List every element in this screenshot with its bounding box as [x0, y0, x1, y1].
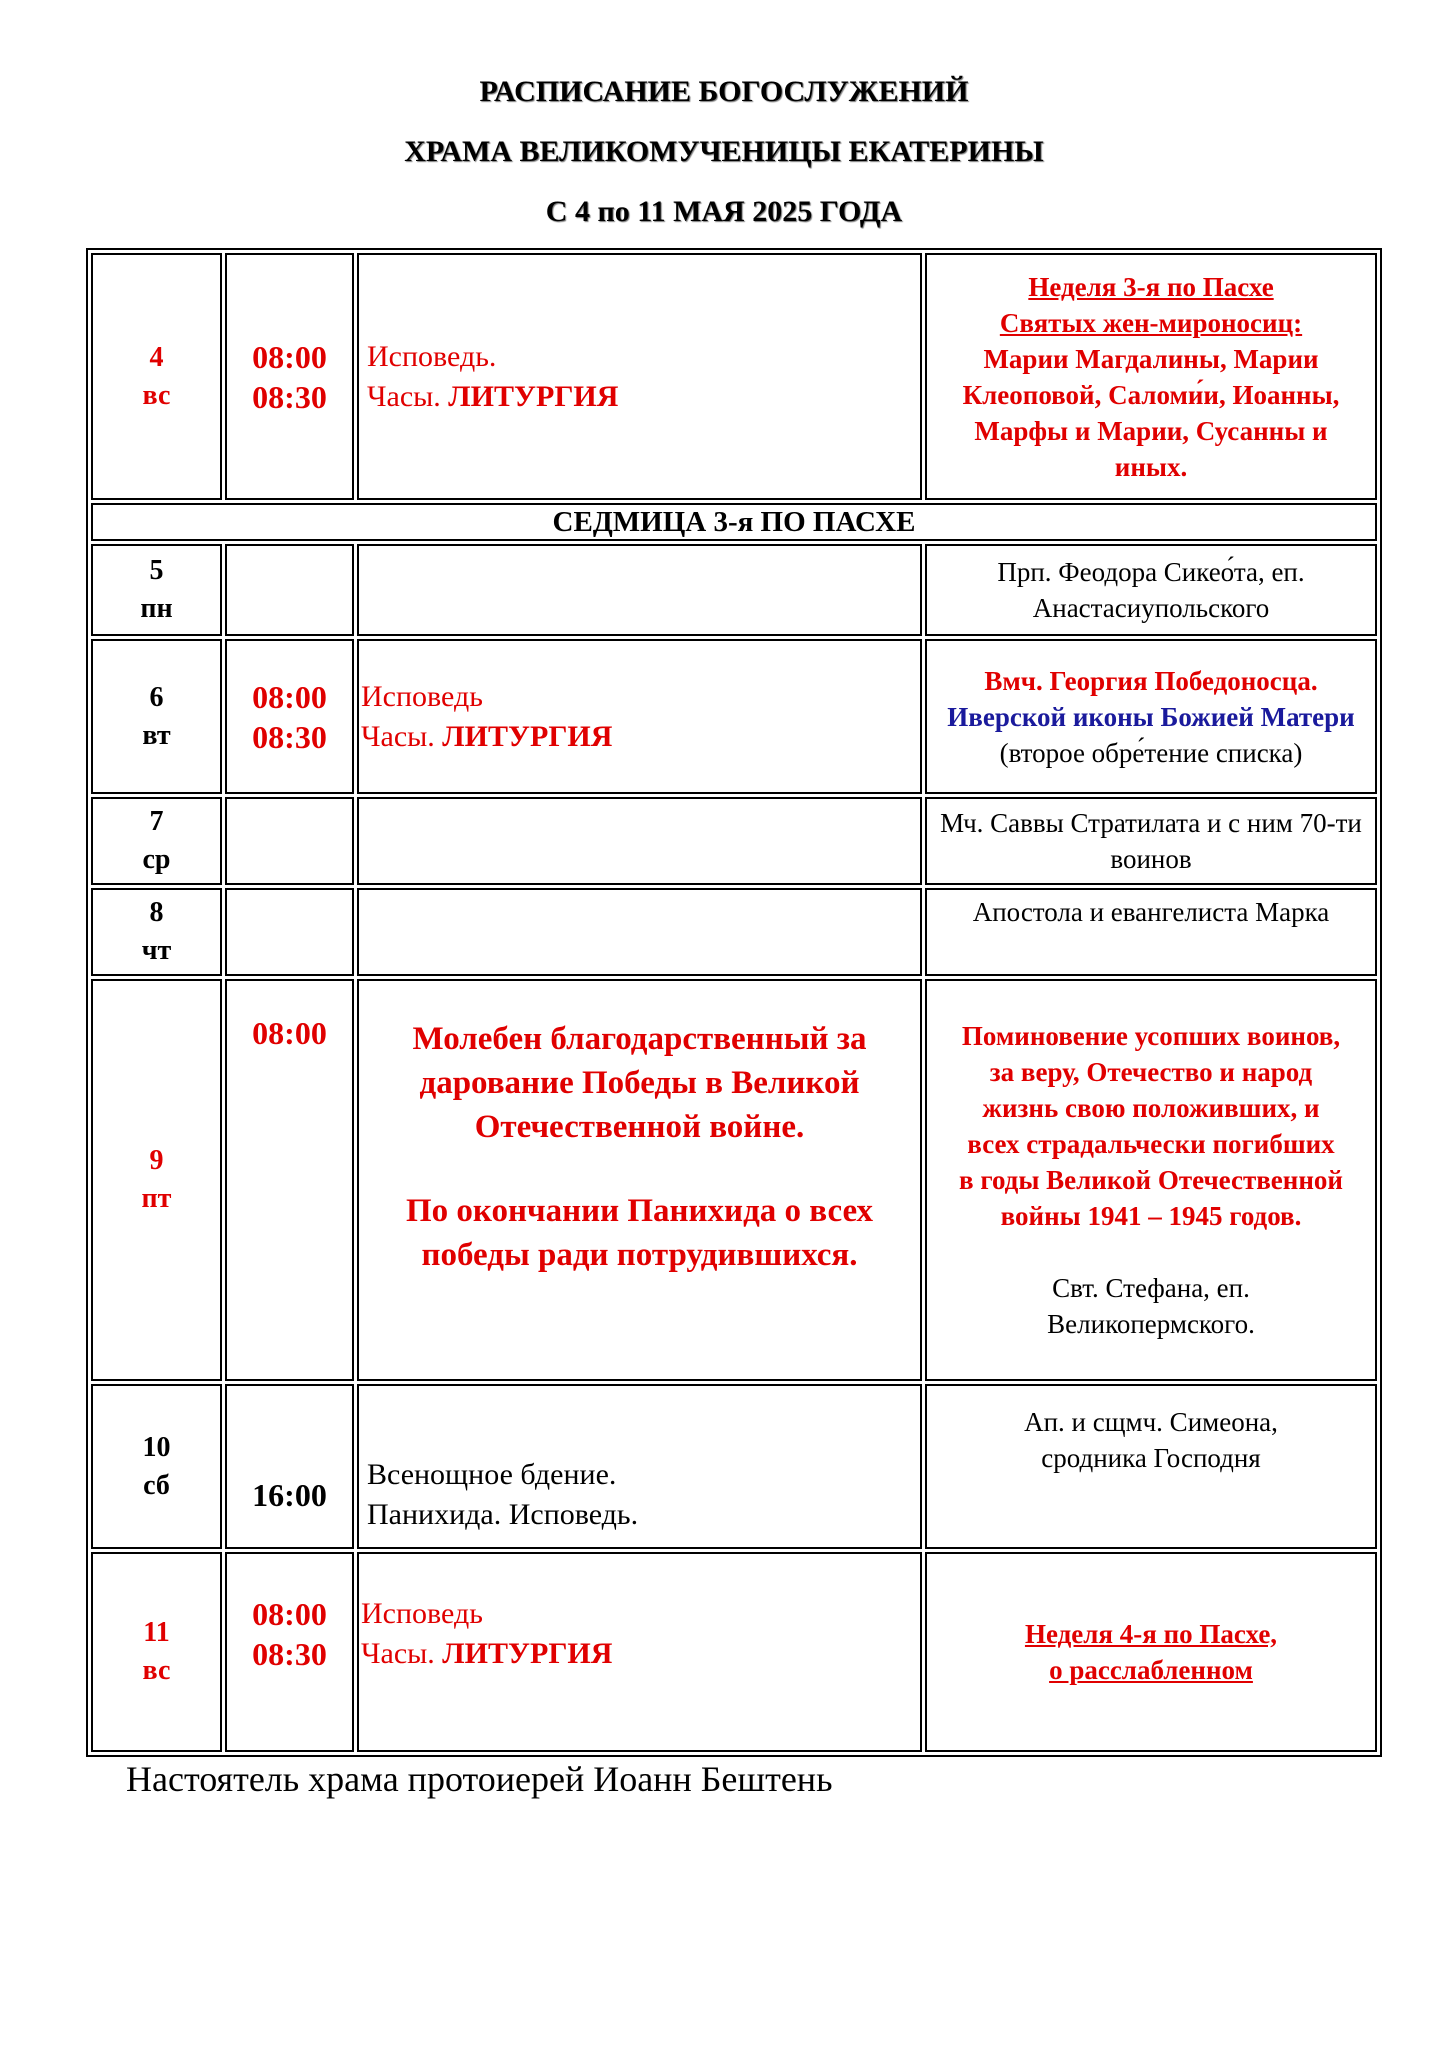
table-row: [91, 1552, 1377, 1752]
time: 08:00: [252, 1596, 327, 1632]
thanksgiving-moleben: Молебен благодарственный за дарование Победы в Великой Отечественной войне.: [412, 1021, 867, 1145]
service-line: [367, 377, 912, 417]
title-line-1: РАСПИСАНИЕ БОГОСЛУЖЕНИЙ: [479, 75, 969, 108]
day-of-week: пт: [141, 1183, 172, 1214]
saint-cell: Мч. Саввы Стратилата и с ним 70-ти воинов: [925, 797, 1377, 885]
service-line: Исповедь: [361, 1597, 483, 1630]
day-cell: [91, 797, 222, 885]
time-cell: [225, 1552, 354, 1752]
feast-details: Марии Магдалины, Марии Клеоповой, Саломи́и, Иоанны, Марфы и Марии, Сусанны и иных.: [962, 343, 1340, 482]
day-number: 5: [149, 555, 164, 586]
day-number: 11: [143, 1617, 170, 1648]
saint-cell: [925, 979, 1377, 1381]
feast-title: Неделя 4-я по Пасхе,: [1024, 1619, 1278, 1649]
day-of-week: сб: [143, 1469, 170, 1501]
service-cell: [357, 888, 922, 976]
service-cell: [357, 1552, 922, 1752]
saint-cell: Апостола и евангелиста Марка: [925, 888, 1377, 976]
table-row: [91, 544, 1377, 636]
day-of-week: вс: [142, 379, 171, 411]
panikhida-note: По окончании Панихида о всех победы ради потрудившихся.: [405, 1193, 874, 1273]
day-number: 6: [149, 681, 164, 713]
feast-subtitle: о расслабленном: [1049, 1655, 1253, 1685]
day-of-week: вс: [142, 1655, 171, 1686]
day-cell: [91, 888, 222, 976]
liturgy-label: ЛИТУРГИЯ: [442, 719, 613, 753]
saint-cell: [925, 1552, 1377, 1752]
day-of-week: пн: [140, 593, 173, 624]
table-row: [91, 1384, 1377, 1549]
table-row: [91, 639, 1377, 794]
time-cell: [225, 544, 354, 636]
saint-name: Ап. и сщмч. Симеона, сродника Господня: [1024, 1407, 1278, 1473]
time: 16:00: [252, 1476, 327, 1513]
rector-signature-line: Настоятель храма протоиерей Иоанн Бештень: [126, 1759, 833, 1799]
day-of-week: вт: [142, 719, 171, 751]
feast-note: (второе обре́тение списка): [999, 737, 1303, 768]
liturgy-label: ЛИТУРГИЯ: [442, 1637, 613, 1670]
week-separator-row: [91, 503, 1377, 541]
service-cell: [357, 544, 922, 636]
saint-cell: [925, 1384, 1377, 1549]
day-of-week: ср: [142, 844, 171, 875]
title-line-3: С 4 по 11 МАЯ 2025 ГОДА: [545, 195, 903, 228]
time-cell: [225, 979, 354, 1381]
service-cell: [357, 639, 922, 794]
day-number: 8: [149, 897, 164, 928]
table-row: [91, 797, 1377, 885]
day-number: 4: [149, 341, 164, 373]
time: 08:00: [252, 678, 327, 715]
icon-feast-title: Иверской иконы Божией Матери: [947, 701, 1355, 732]
table-row: [91, 888, 1377, 976]
service-line: [361, 717, 912, 757]
day-cell: [91, 1552, 222, 1752]
time: 08:30: [252, 1636, 327, 1672]
week-label: СЕДМИЦА 3-я ПО ПАСХЕ: [91, 503, 1377, 541]
time-cell: [225, 1384, 354, 1549]
day-cell: [91, 979, 222, 1381]
service-text: Часы.: [367, 379, 449, 413]
service-text: Часы.: [361, 719, 443, 753]
time-cell: [225, 797, 354, 885]
liturgy-label: ЛИТУРГИЯ: [448, 379, 619, 413]
service-line: Всенощное бдение.: [367, 1457, 617, 1491]
day-of-week: чт: [141, 935, 172, 966]
time: 08:00: [252, 1015, 327, 1051]
saint-name: Свт. Стефана, еп. Великопермского.: [1047, 1273, 1255, 1339]
day-number: 9: [149, 1145, 164, 1176]
day-number: 10: [142, 1431, 171, 1463]
feast-title: Вмч. Георгия Победоносца.: [984, 665, 1318, 696]
page-header: [0, 68, 1448, 248]
time-cell: [225, 888, 354, 976]
commemoration-title: Поминовение усопших воинов, за веру, Отечество и народ жизнь свою положивших, и всех страдальчески погибших в годы Великой Отечественной войны 1941 – 1945 годов.: [959, 1021, 1343, 1231]
service-cell: [357, 979, 922, 1381]
time: 08:30: [252, 718, 327, 755]
service-line: Исповедь: [361, 679, 483, 713]
service-cell: [357, 797, 922, 885]
time: 08:00: [252, 338, 327, 375]
feast-subtitle: Святых жен-мироносиц:: [999, 307, 1303, 338]
service-cell: [357, 253, 922, 500]
title-line-2: ХРАМА ВЕЛИКОМУЧЕНИЦЫ ЕКАТЕРИНЫ: [404, 135, 1044, 168]
day-cell: [91, 253, 222, 500]
feast-title: Неделя 3-я по Пасхе: [1028, 271, 1274, 302]
service-line: [361, 1634, 912, 1674]
service-cell: [357, 1384, 922, 1549]
service-line: Панихида. Исповедь.: [367, 1497, 639, 1531]
saint-cell: [925, 253, 1377, 500]
time: 08:30: [252, 378, 327, 415]
time-cell: [225, 639, 354, 794]
service-text: Часы.: [361, 1637, 443, 1670]
schedule-table: [86, 248, 1382, 1757]
day-number: 7: [149, 806, 164, 837]
time-cell: [225, 253, 354, 500]
day-cell: [91, 1384, 222, 1549]
saint-cell: [925, 639, 1377, 794]
service-line: Исповедь.: [367, 339, 497, 373]
day-cell: [91, 639, 222, 794]
day-cell: [91, 544, 222, 636]
table-row: [91, 979, 1377, 1381]
saint-cell: Прп. Феодора Сикео́та, еп. Анастасиупольского: [925, 544, 1377, 636]
table-row: [91, 253, 1377, 500]
